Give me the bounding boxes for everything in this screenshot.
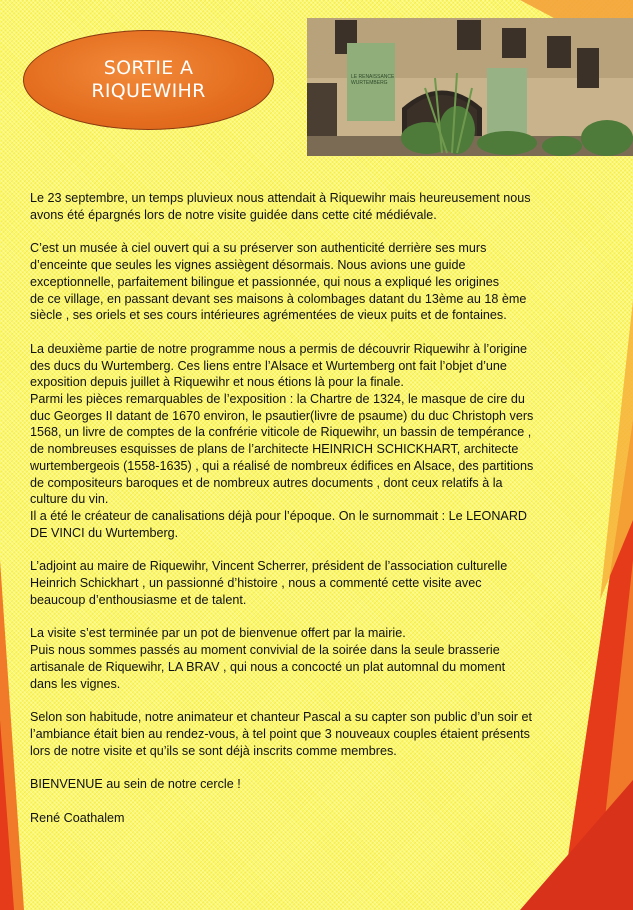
paragraph-intro: Le 23 septembre, un temps pluvieux nous attendait à Riquewihr mais heureusement nous avons été épargnés lors de notre visite guidée dans cette cité médiévale. [30, 191, 531, 222]
paragraph-deputy-mayor: L’adjoint au maire de Riquewihr, Vincent Scherrer, président de l’association culturelle Heinrich Schickhart , un passionné d’histoire , nous a commenté cette visite avec beaucoup d’enthousiasme et de talent. [30, 559, 508, 607]
paragraph-members: Selon son habitude, notre animateur et chanteur Pascal a su capter son public d’un soir et l’ambiance était bien au rendez-vous, à tel point que 3 nouveaux couples étaient présents lors de notre visite et qu’ils se sont déjà inscrits comme membres. [30, 710, 532, 758]
paragraph-reception: La visite s’est terminée par un pot de bienvenue offert par la mairie. Puis nous sommes passés au moment convivial de la soirée dans la seule brasserie artisanale de Riquewihr, LA BRAV , qui nous a concocté un plat automnal du moment dans les vignes. [30, 626, 506, 691]
paragraph-exhibition: La deuxième partie de notre programme nous a permis de découvrir Riquewihr à l’origine des ducs du Wurtemberg. Ces liens entre l’Alsace et Wurtemberg ont fait l’objet d’une exposition depuis juillet à Riquewihr et nous étions là pour la finale. Parmi les pièces remarquables de l’exposition : la Chartre de 1324, le masque de cire du duc Georges II datant de 1670 environ, le psautier(livre de psaume) du duc Christoph vers 1568, un livre de comptes de la confrérie viticole de Riquewihr, un bassin de tempérance , de nombreuses esquisses de plans de l’architecte HEINRICH SCHICKHART, architecte wurtembergeois (1558-1635) , qui a réalisé de nombreux édifices en Alsace, des partitions de compositeurs baroques et de nombreux autres documents , dont ceux relatifs à la culture du vin. Il a été le créateur de canalisations déjà pour l’époque. On le surnommait : Le LEONARD DE VINCI du Wurtemberg. [30, 341, 534, 540]
article-body [30, 190, 550, 827]
paragraph-welcome: BIENVENUE au sein de notre cercle ! [30, 777, 241, 792]
title-badge [23, 30, 274, 130]
author-signature: René Coathalem [30, 811, 125, 826]
page-title: SORTIE A RIQUEWIHR [91, 57, 206, 102]
riquewihr-building-photo [307, 18, 633, 156]
paragraph-museum: C’est un musée à ciel ouvert qui a su préserver son authenticité derrière ses murs d’enceinte que seules les vignes assiègent désormais. Nous avions une guide exceptionnelle, parfaitement bilingue et passionnée, qui nous a expliqué les origines de ce village, en passant devant ses maisons à colombages datant du 13ème au 18 ème siècle , ses oriels et ses cours intérieures agrémentées de vieux puits et de fontaines. [30, 241, 527, 323]
poster-label: LE RENAISSANCE WURTEMBERG [351, 74, 395, 86]
